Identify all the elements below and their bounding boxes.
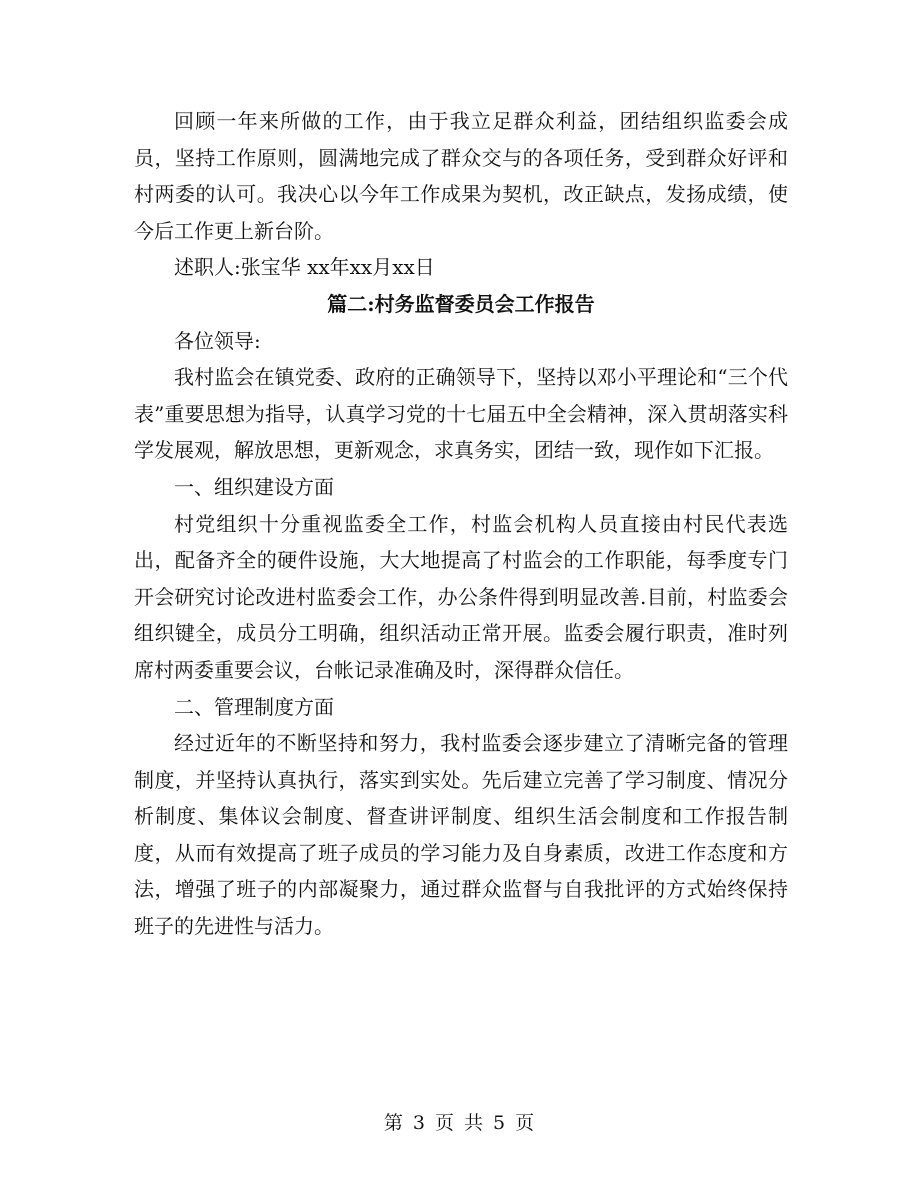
- paragraph-organization: 村党组织十分重视监委全工作，村监会机构人员直接由村民代表选出，配备齐全的硬件设施，大大地提高了村监会的工作职能，每季度专门开会研究讨论改进村监委会工作，办公条件得到明显改善.目前，村监委会组织键全，成员分工明确，组织活动正常开展。监委会履行职责，准时列席村两委重要会议，台帐记录准确及时，深得群众信任。: [134, 511, 788, 682]
- paragraph-management: 经过近年的不断坚持和努力，我村监委会逐步建立了清晰完备的管理制度，并坚持认真执行，落实到实处。先后建立完善了学习制度、情况分析制度、集体议会制度、督查讲评制度、组织生活会制度和工作报告制度，从而有效提高了班子成员的学习能力及自身素质，改进工作态度和方法，增强了班子的内部凝聚力，通过群众监督与自我批评的方式始终保持班子的先进性与活力。: [134, 731, 788, 939]
- document-body: [134, 103, 788, 945]
- paragraph-intro: 我村监会在镇党委、政府的正确领导下，坚持以邓小平理论和“三个代表”重要思想为指导，认真学习党的十七届五中全会精神，深入贯胡落实科学发展观，解放思想，更新观念，求真务实，团结一致，现作如下汇报。: [134, 365, 788, 463]
- paragraph-review: 回顾一年来所做的工作，由于我立足群众利益，团结组织监委会成员，坚持工作原则，圆满地完成了群众交与的各项任务，受到群众好评和村两委的认可。我决心以今年工作成果为契机，改正缺点，发扬成绩，使今后工作更上新台阶。: [134, 109, 788, 243]
- page-number-footer: 第 3 页 共 5 页: [383, 1112, 537, 1134]
- paragraph-salutation: 各位领导:: [174, 328, 261, 353]
- subheading-management: 二、管理制度方面: [174, 694, 334, 719]
- section-heading: 篇二:村务监督委员会工作报告: [327, 291, 595, 316]
- paragraph-signature: 述职人:张宝华 xx年xx月xx日: [174, 255, 435, 280]
- subheading-organization: 一、组织建设方面: [174, 474, 334, 499]
